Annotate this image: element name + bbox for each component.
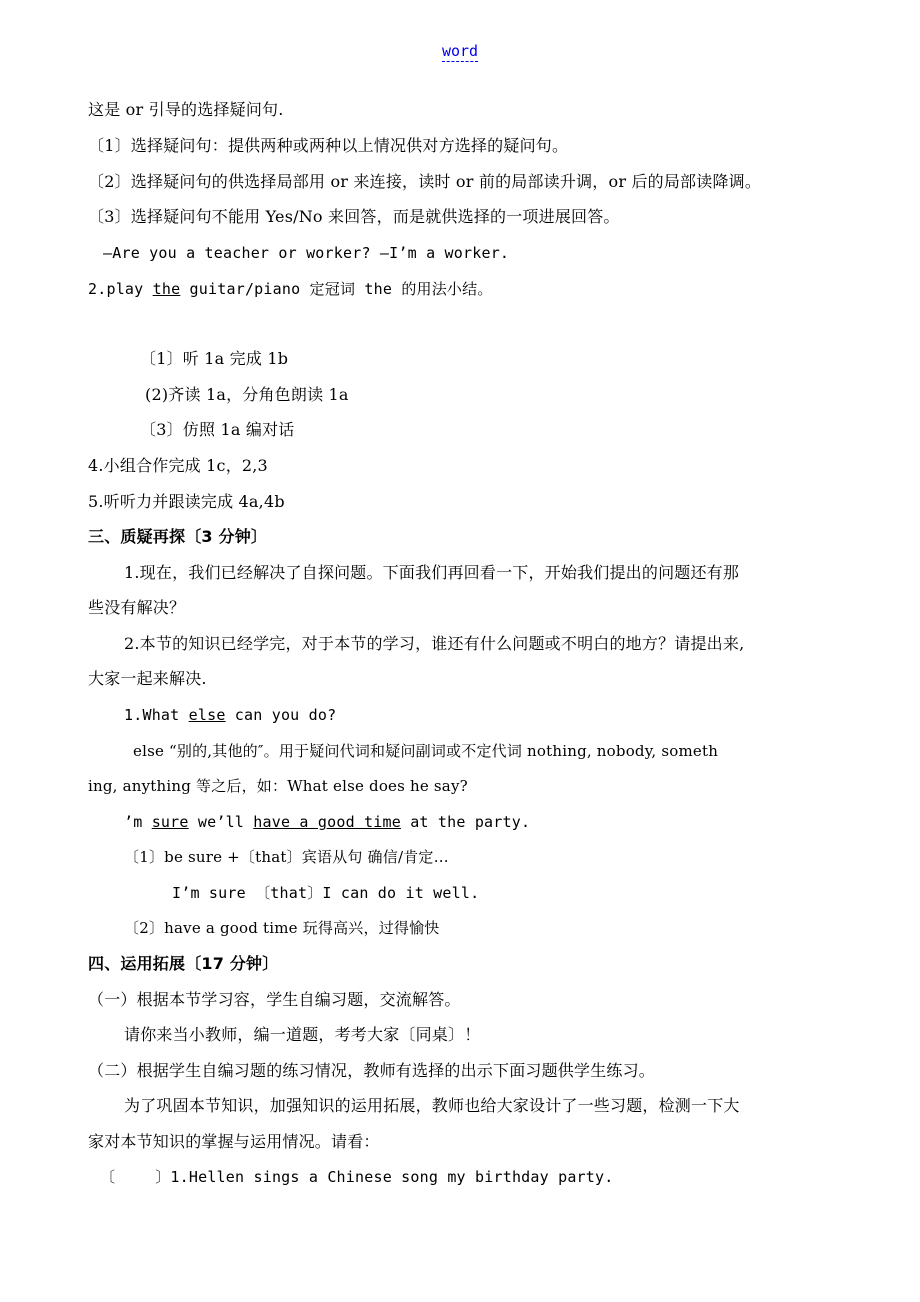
text-fragment: at the party. bbox=[400, 813, 531, 831]
text-line: I’m sure 〔that〕I can do it well. bbox=[172, 884, 480, 902]
text-line: 〔3〕选择疑问句不能用 Yes/No 来回答，而是就供选择的一项进展回答。 bbox=[88, 207, 620, 226]
text-line: 家对本节知识的掌握与运用情况。请看： bbox=[88, 1132, 380, 1151]
text-line bbox=[124, 705, 336, 725]
answer-bracket-open: 〔 bbox=[100, 1168, 116, 1186]
text-line: 1.现在，我们已经解决了自探问题。下面我们再回看一下，开始我们提出的问题还有那 bbox=[124, 563, 740, 582]
underlined-word: sure bbox=[151, 813, 189, 831]
text-line: 〔1〕听 1a 完成 1b bbox=[140, 349, 289, 368]
text-line: 大家一起来解决. bbox=[88, 669, 207, 688]
text-fragment: ’m bbox=[124, 813, 152, 831]
text-line: 这是 or 引导的选择疑问句. bbox=[88, 100, 284, 119]
text-fragment: 1.What bbox=[124, 706, 189, 724]
text-fragment: 2.play bbox=[88, 280, 153, 298]
text-line bbox=[88, 279, 493, 299]
header-link-text[interactable]: word bbox=[441, 42, 479, 60]
text-line: 〔1〕be sure +〔that〕宾语从句 确信/肯定… bbox=[124, 848, 449, 866]
text-line: 4.小组合作完成 1c，2,3 bbox=[88, 456, 268, 475]
section-heading: 四、运用拓展〔17 分钟〕 bbox=[88, 954, 279, 973]
section-heading: 三、质疑再探〔3 分钟〕 bbox=[88, 527, 268, 546]
underlined-phrase: have a good time bbox=[253, 813, 401, 831]
text-line: 〔3〕仿照 1a 编对话 bbox=[140, 420, 295, 439]
text-line: 5.听听力并跟读完成 4a,4b bbox=[88, 492, 285, 511]
text-line: 为了巩固本节知识，加强知识的运用拓展，教师也给大家设计了一些习题，检测一下大 bbox=[124, 1096, 740, 1115]
text-fragment: can you do? bbox=[225, 706, 337, 724]
text-fragment: guitar/piano 定冠词 the 的用法小结。 bbox=[180, 280, 493, 298]
text-line: 〔2〕选择疑问句的供选择局部用 or 来连接，读时 or 前的局部读升调，or 后的局部读降调。 bbox=[88, 172, 762, 191]
text-fragment: we’ll bbox=[188, 813, 254, 831]
text-line: 〔1〕选择疑问句：提供两种或两种以上情况供对方选择的疑问句。 bbox=[88, 136, 569, 155]
text-line: 请你来当小教师，编一道题，考考大家〔同桌〕！ bbox=[124, 1025, 481, 1044]
text-line: （一）根据本节学习容，学生自编习题，交流解答。 bbox=[88, 990, 461, 1009]
text-line: 〔2〕have a good time 玩得高兴，过得愉快 bbox=[124, 919, 440, 937]
dialogue-example: —Are you a teacher or worker? —I’m a worker. bbox=[103, 244, 510, 262]
underlined-word: else bbox=[188, 706, 226, 724]
text-line bbox=[124, 812, 530, 832]
exercise-line bbox=[100, 1167, 613, 1187]
exercise-text: 〕1.Hellen sings a Chinese song my birthday party. bbox=[155, 1168, 614, 1186]
text-line: （二）根据学生自编习题的练习情况，教师有选择的出示下面习题供学生练习。 bbox=[88, 1061, 656, 1080]
text-line: (2)齐读 1a，分角色朗读 1a bbox=[145, 385, 349, 404]
text-line: 些没有解决？ bbox=[88, 598, 186, 617]
text-line: else “别的,其他的″。用于疑问代词和疑问副词或不定代词 nothing, nobody, someth bbox=[133, 742, 719, 760]
text-line: 2.本节的知识已经学完，对于本节的学习，谁还有什么问题或不明白的地方？请提出来, bbox=[124, 634, 745, 653]
underlined-word: the bbox=[152, 280, 181, 298]
text-line: ing, anything 等之后，如：What else does he say? bbox=[88, 777, 468, 795]
header-link[interactable] bbox=[0, 42, 920, 60]
